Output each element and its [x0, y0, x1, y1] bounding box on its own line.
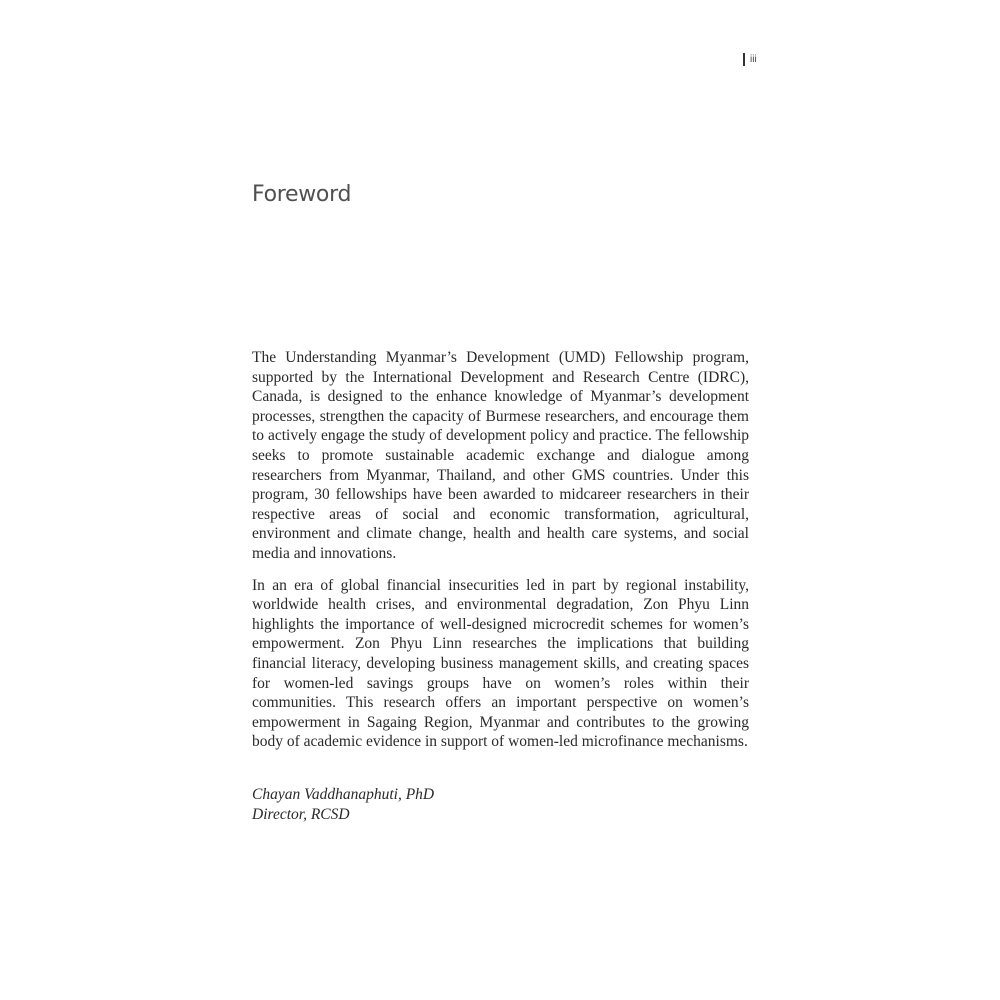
signature-name: Chayan Vaddhanaphuti, PhD — [252, 786, 435, 803]
page-number-text: iii — [750, 53, 757, 65]
page-number-divider — [743, 53, 745, 66]
page-number — [743, 52, 757, 66]
foreword-body — [252, 348, 749, 764]
paragraph-2: In an era of global financial insecurities led in part by regional instability, worldwide health crises, and environmental degradation, Zon Phyu Linn highlights the importance of well-designed microcredit schemes for women’s empowerment. Zon Phyu Linn researches the implications that building financial literacy, developing business management skills, and creating spaces for women-led savings groups have on women’s roles within their communities. This research offers an important perspective on women’s empowerment in Sagaing Region, Myanmar and contributes to the growing body of academic evidence in support of women-led microfinance mechanisms. — [252, 576, 749, 751]
signature-title: Director, RCSD — [252, 805, 350, 823]
paragraph-1: The Understanding Myanmar’s Development (UMD) Fellowship program, supported by the International Development and Research Centre (IDRC), Canada, is designed to the enhance knowledge of Myanmar’s development processes, strengthen the capacity of Burmese researchers, and encourage them to actively engage the study of development policy and practice. The fellowship seeks to promote sustainable academic exchange and dialogue among researchers from Myanmar, Thailand, and other GMS countries. Under this program, 30 fellowships have been awarded to midcareer researchers in their respective areas of social and economic transformation, agricultural, environment and climate change, health and health care systems, and social media and innovations. — [252, 349, 749, 562]
page-title: Foreword — [252, 182, 352, 207]
signature-block — [252, 785, 434, 824]
